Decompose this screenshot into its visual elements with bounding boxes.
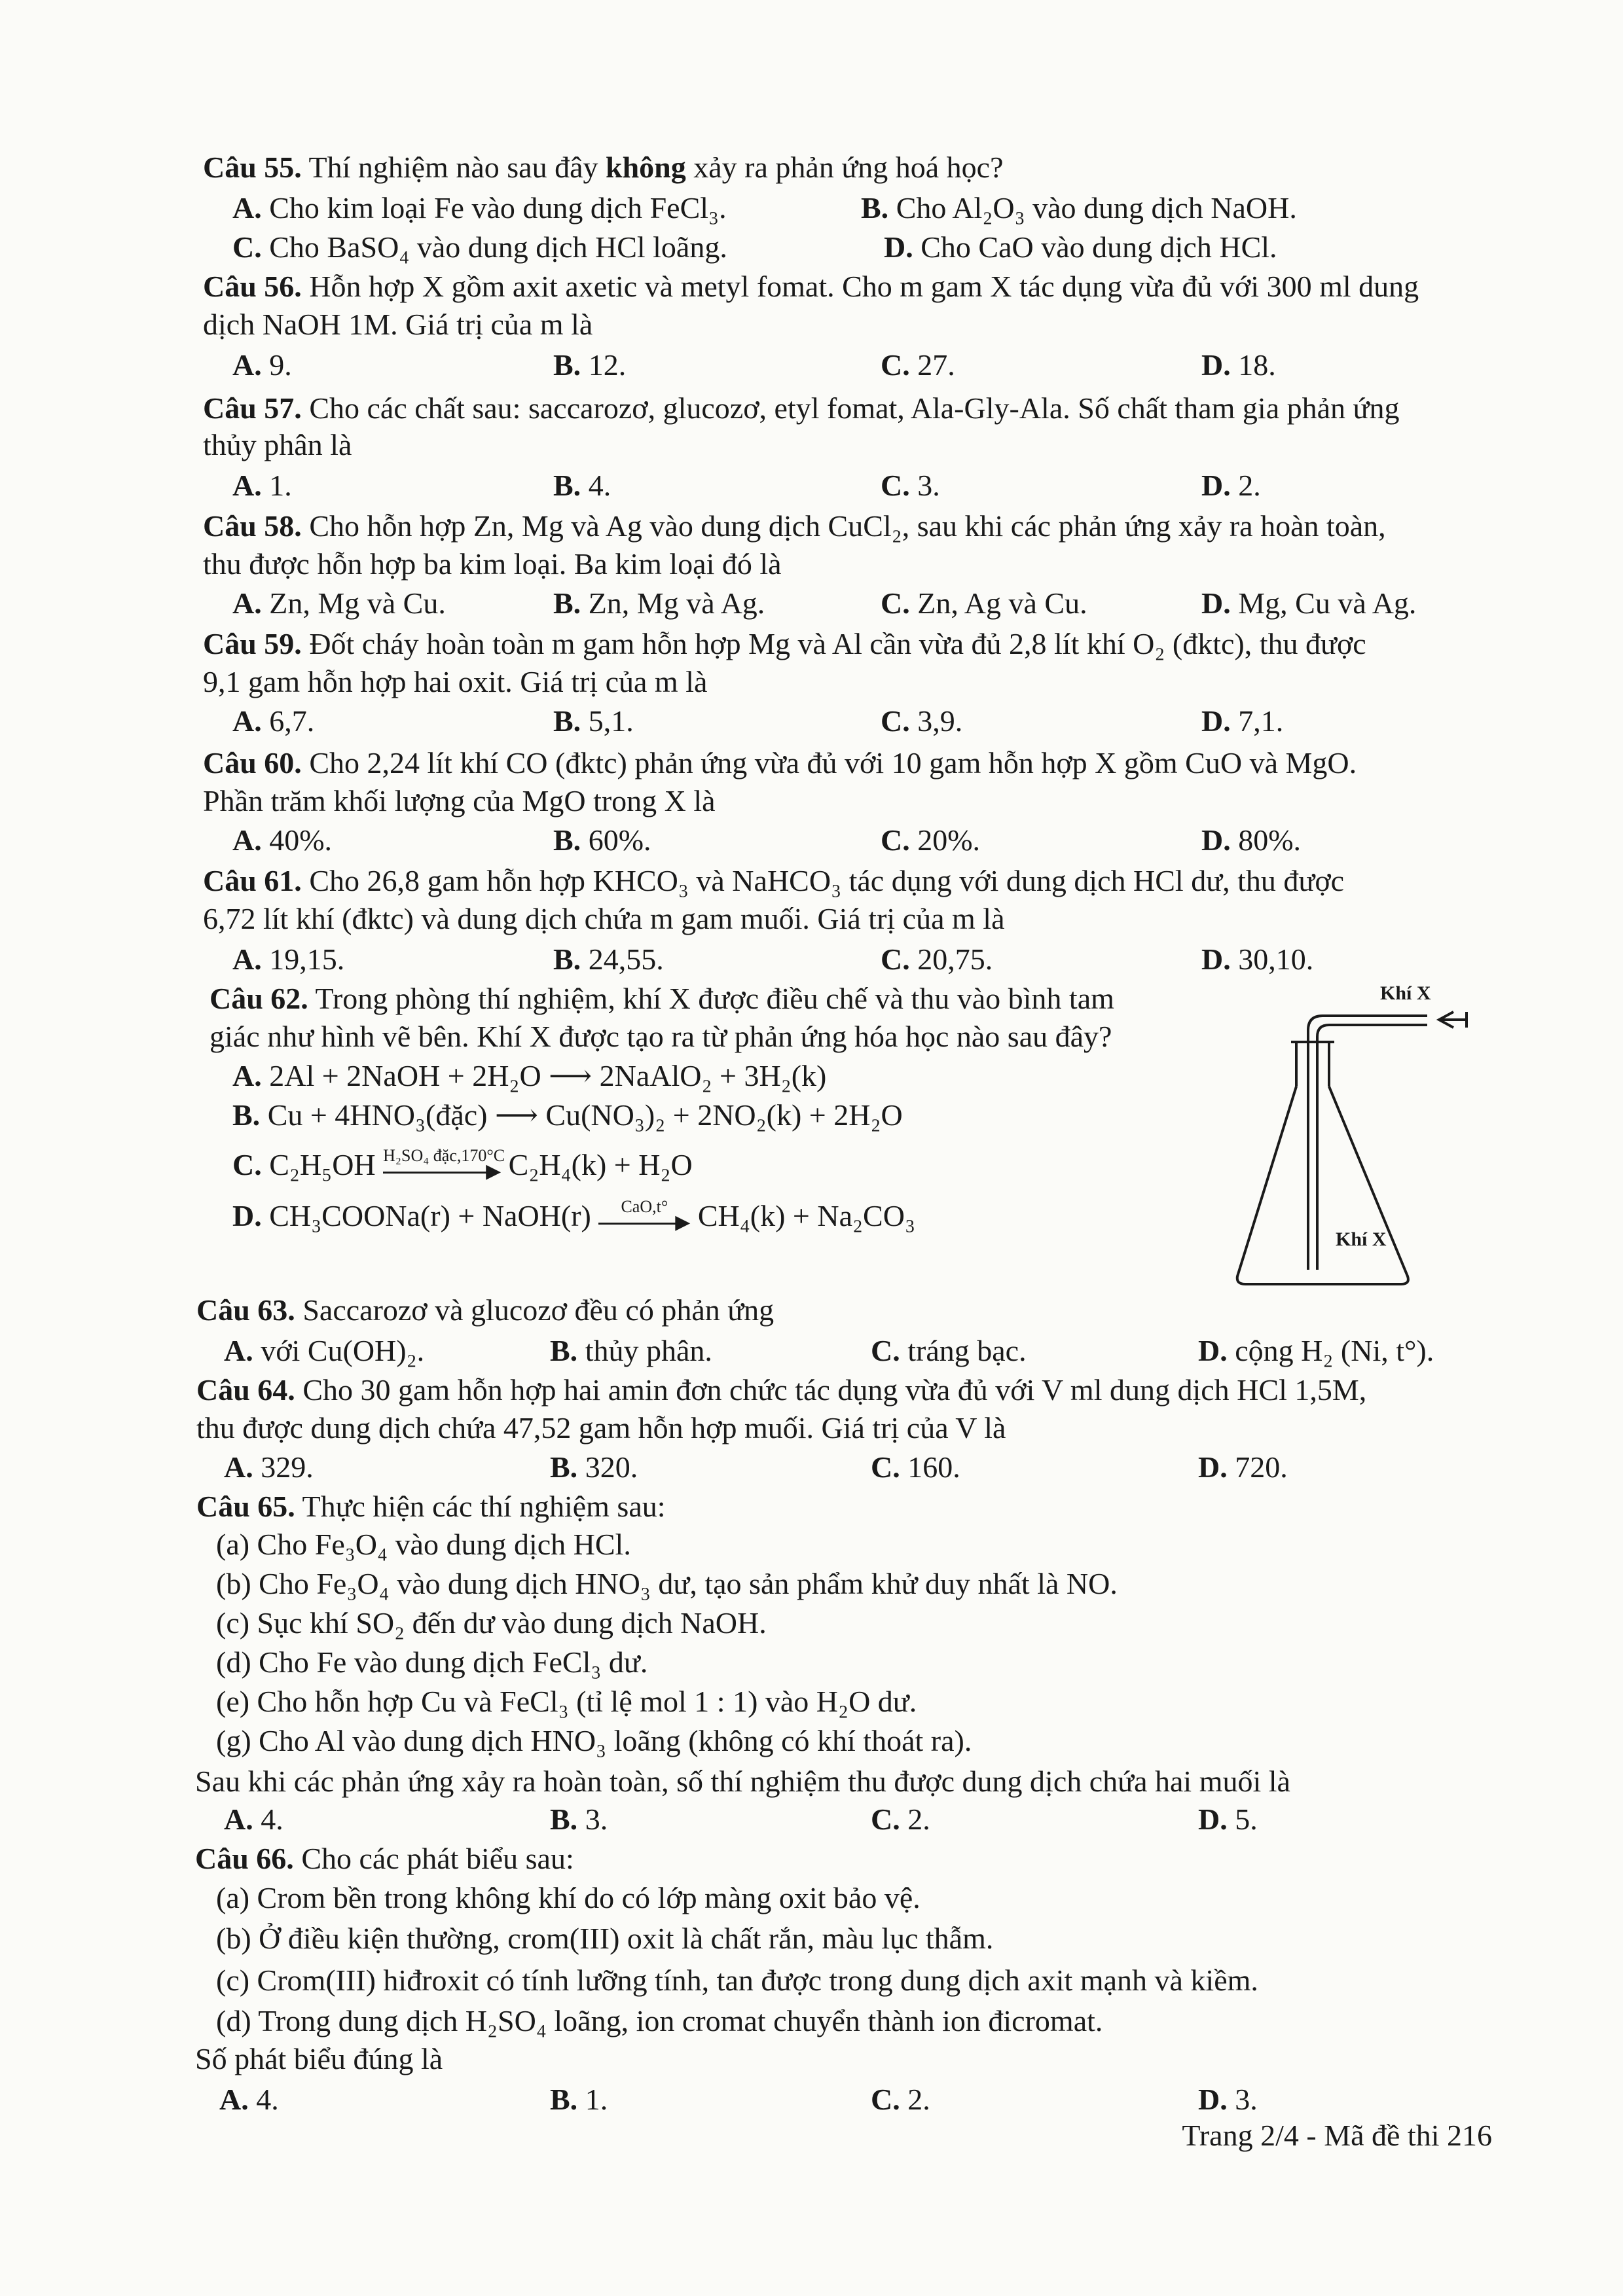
q61-d-text: 30,10. — [1230, 942, 1314, 976]
q66-option-c — [871, 2081, 930, 2118]
q62-option-d — [232, 1198, 915, 1234]
q64-c-text: 160. — [900, 1450, 960, 1484]
q55-d-label: D. — [884, 230, 913, 264]
q58-c-label: C. — [881, 586, 910, 620]
q59-c-label: C. — [881, 704, 910, 738]
q60-c-text: 20%. — [909, 823, 981, 857]
q61-a-text: 19,15. — [261, 942, 345, 976]
gas-inlet-arrow-icon — [1439, 1012, 1467, 1028]
q56-option-d — [1201, 347, 1276, 384]
gas-x-inlet-label: Khí X — [1380, 982, 1431, 1004]
erlenmeyer-flask-figure — [1231, 982, 1506, 1299]
q63-line1: Saccarozơ và glucozơ đều có phản ứng — [295, 1293, 775, 1327]
q66-b-text: 1. — [577, 2083, 608, 2116]
q61-stem — [203, 863, 1344, 899]
q65-c-label: C. — [871, 1803, 900, 1836]
q56-b-label: B. — [553, 348, 581, 382]
q65-item-b: (b) Cho Fe₃O₄ vào dung dịch HNO₃ dư, tạo sản phẩm khử duy nhất là NO. — [216, 1567, 1118, 1600]
q58-label: Câu 58. — [203, 509, 302, 543]
q60-c-label: C. — [881, 823, 910, 857]
q57-line1: Cho các chất sau: saccarozơ, glucozơ, etyl fomat, Ala-Gly-Ala. Số chất tham gia phản ứng — [301, 391, 1400, 425]
q55-option-c — [232, 229, 727, 266]
q63-a-text: với Cu(OH)₂. — [253, 1334, 425, 1367]
q59-b-label: B. — [553, 704, 581, 738]
q66-question: Số phát biểu đúng là — [195, 2042, 443, 2075]
q57-a-text: 1. — [261, 469, 292, 502]
q62-d-arrow: CaO,t° ▶ — [598, 1206, 690, 1232]
q66-c-label: C. — [871, 2083, 900, 2116]
q60-label: Câu 60. — [203, 746, 302, 780]
q60-option-c — [881, 822, 980, 859]
q65-item-c: (c) Sục khí SO₂ đến dư vào dung dịch NaOH. — [216, 1606, 767, 1640]
q62-option-b — [232, 1097, 903, 1134]
q60-b-label: B. — [553, 823, 581, 857]
q64-b-text: 320. — [577, 1450, 638, 1484]
q62-stem — [210, 980, 1114, 1017]
q62-b-label: B. — [232, 1098, 261, 1132]
q65-question: Sau khi các phản ứng xảy ra hoàn toàn, số thí nghiệm thu được dung dịch chứa hai muối là — [195, 1765, 1290, 1798]
q60-a-label: A. — [232, 823, 262, 857]
q63-b-text: thủy phân. — [577, 1334, 712, 1367]
q56-option-b — [553, 347, 626, 384]
q57-d-text: 2. — [1230, 469, 1261, 502]
q57-c-text: 3. — [909, 469, 940, 502]
q62-c-label: C. — [232, 1148, 262, 1181]
q64-a-text: 329. — [253, 1450, 314, 1484]
q62-d-product: CH₄(k) + Na₂CO₃ — [697, 1199, 915, 1232]
q65-item-d: (d) Cho Fe vào dung dịch FeCl₃ dư. — [216, 1645, 648, 1679]
q56-d-text: 18. — [1230, 348, 1276, 382]
q57-stem — [203, 390, 1399, 427]
q55-option-d — [884, 229, 1277, 266]
q57-option-c — [881, 467, 940, 504]
q63-option-a — [224, 1333, 424, 1369]
q61-c-label: C. — [881, 942, 910, 976]
q63-stem — [196, 1292, 774, 1329]
q59-option-b — [553, 703, 634, 740]
q61-option-a — [232, 941, 344, 978]
q60-a-text: 40%. — [261, 823, 333, 857]
q58-line1: Cho hỗn hợp Zn, Mg và Ag vào dung dịch CuCl₂, sau khi các phản ứng xảy ra hoàn toàn, — [301, 509, 1386, 543]
q55-option-a — [232, 190, 727, 226]
q61-option-c — [881, 941, 993, 978]
q61-c-text: 20,75. — [909, 942, 993, 976]
q59-a-label: A. — [232, 704, 262, 738]
q64-b-label: B. — [550, 1450, 578, 1484]
q56-c-text: 27. — [909, 348, 955, 382]
q59-line2: 9,1 gam hỗn hợp hai oxit. Giá trị của m là — [203, 665, 708, 698]
q63-option-d — [1198, 1333, 1434, 1369]
q65-d-text: 5. — [1227, 1803, 1258, 1836]
q66-b-label: B. — [550, 2083, 578, 2116]
q59-label: Câu 59. — [203, 627, 302, 660]
q59-b-text: 5,1. — [581, 704, 634, 738]
q63-d-label: D. — [1198, 1334, 1228, 1367]
q64-stem — [196, 1372, 1366, 1408]
q62-d-condition: CaO,t° — [621, 1197, 668, 1217]
q64-line1: Cho 30 gam hỗn hợp hai amin đơn chức tác dụng vừa đủ với V ml dung dịch HCl 1,5M, — [295, 1373, 1367, 1407]
q63-b-label: B. — [550, 1334, 578, 1367]
q56-a-text: 9. — [261, 348, 292, 382]
q66-d-label: D. — [1198, 2083, 1228, 2116]
q64-label: Câu 64. — [196, 1373, 295, 1407]
q64-line2: thu được dung dịch chứa 47,52 gam hỗn hợp muối. Giá trị của V là — [196, 1411, 1006, 1444]
q58-c-text: Zn, Ag và Cu. — [909, 586, 1087, 620]
q55-b-label: B. — [861, 191, 889, 224]
q58-a-text: Zn, Mg và Cu. — [261, 586, 446, 620]
q66-item-c: (c) Crom(III) hiđroxit có tính lưỡng tính, tan được trong dung dịch axit mạnh và kiềm. — [216, 1964, 1258, 1997]
q58-a-label: A. — [232, 586, 262, 620]
q55-c-text: Cho BaSO₄ vào dung dịch HCl loãng. — [261, 230, 727, 264]
q65-b-label: B. — [550, 1803, 578, 1836]
q60-b-text: 60%. — [581, 823, 651, 857]
q66-stem — [195, 1840, 574, 1877]
q62-option-c — [232, 1147, 693, 1183]
q57-label: Câu 57. — [203, 391, 302, 425]
q60-option-d — [1201, 822, 1301, 859]
q64-option-a — [224, 1449, 314, 1486]
q57-b-label: B. — [553, 469, 581, 502]
q62-a-text: 2Al + 2NaOH + 2H₂O ⟶ 2NaAlO₂ + 3H₂(k) — [261, 1059, 827, 1092]
q61-b-label: B. — [553, 942, 581, 976]
q60-option-a — [232, 822, 332, 859]
q65-stem — [196, 1488, 666, 1525]
q57-c-label: C. — [881, 469, 910, 502]
q64-d-label: D. — [1198, 1450, 1228, 1484]
q56-d-label: D. — [1201, 348, 1231, 382]
q56-a-label: A. — [232, 348, 262, 382]
q63-d-text: cộng H₂ (Ni, t°). — [1227, 1334, 1434, 1367]
q65-option-b — [550, 1801, 608, 1838]
q61-a-label: A. — [232, 942, 262, 976]
q66-item-d: (d) Trong dung dịch H₂SO₄ loãng, ion cromat chuyển thành ion đicromat. — [216, 2004, 1103, 2037]
q64-option-d — [1198, 1449, 1288, 1486]
q55-a-text: Cho kim loại Fe vào dung dịch FeCl₃. — [261, 191, 727, 224]
q57-option-b — [553, 467, 611, 504]
q60-stem — [203, 745, 1357, 781]
q65-c-text: 2. — [900, 1803, 930, 1836]
q55-d-text: Cho CaO vào dung dịch HCl. — [913, 230, 1277, 264]
q62-c-arrow: H₂SO₄ đặc,170°C ▶ — [383, 1146, 505, 1183]
q62-d-label: D. — [232, 1199, 262, 1232]
q55-c-label: C. — [232, 230, 262, 264]
q66-a-label: A. — [219, 2083, 249, 2116]
q59-option-d — [1201, 703, 1283, 740]
q59-d-text: 7,1. — [1230, 704, 1284, 738]
q65-label: Câu 65. — [196, 1490, 295, 1523]
q58-stem — [203, 508, 1386, 545]
q62-b-text: Cu + 4HNO₃(đặc) ⟶ Cu(NO₃)₂ + 2NO₂(k) + 2H₂O — [260, 1098, 903, 1132]
q63-c-label: C. — [871, 1334, 900, 1367]
q56-b-text: 12. — [581, 348, 627, 382]
q62-line1: Trong phòng thí nghiệm, khí X được điều chế và thu vào bình tam — [308, 982, 1114, 1015]
q64-option-c — [871, 1449, 960, 1486]
q66-item-a: (a) Crom bền trong không khí do có lớp màng oxit bảo vệ. — [216, 1881, 921, 1914]
q60-d-label: D. — [1201, 823, 1231, 857]
q57-d-label: D. — [1201, 469, 1231, 502]
q58-option-c — [881, 585, 1087, 622]
q66-label: Câu 66. — [195, 1842, 294, 1875]
q56-label: Câu 56. — [203, 270, 302, 303]
q57-option-d — [1201, 467, 1261, 504]
q56-line2: dịch NaOH 1M. Giá trị của m là — [203, 308, 593, 341]
q64-option-b — [550, 1449, 638, 1486]
q57-line2: thủy phân là — [203, 428, 352, 461]
q59-option-a — [232, 703, 314, 740]
q62-line2: giác như hình vẽ bên. Khí X được tạo ra từ phản ứng hóa học nào sau đây? — [210, 1020, 1112, 1053]
q55-label: Câu 55. — [203, 151, 302, 184]
q66-line1: Cho các phát biểu sau: — [293, 1842, 574, 1875]
q65-b-text: 3. — [577, 1803, 608, 1836]
q66-d-text: 3. — [1227, 2083, 1258, 2116]
q55-stem — [203, 149, 1004, 186]
page-footer: Trang 2/4 - Mã đề thi 216 — [1182, 2119, 1492, 2152]
q66-item-b: (b) Ở điều kiện thường, crom(III) oxit là chất rắn, màu lục thẫm. — [216, 1922, 994, 1955]
q61-line1: Cho 26,8 gam hỗn hợp KHCO₃ và NaHCO₃ tác dụng với dung dịch HCl dư, thu được — [301, 864, 1345, 897]
q58-d-text: Mg, Cu và Ag. — [1230, 586, 1417, 620]
q56-line1: Hỗn hợp X gồm axit axetic và metyl fomat. Cho m gam X tác dụng vừa đủ với 300 ml dung — [301, 270, 1419, 303]
q64-c-label: C. — [871, 1450, 900, 1484]
q62-c-reactant: C₂H₅OH — [261, 1148, 376, 1181]
q58-option-d — [1201, 585, 1416, 622]
q57-option-a — [232, 467, 292, 504]
q56-c-label: C. — [881, 348, 910, 382]
q56-option-a — [232, 347, 292, 384]
q63-option-c — [871, 1333, 1027, 1369]
q66-option-d — [1198, 2081, 1258, 2118]
q63-label: Câu 63. — [196, 1293, 295, 1327]
q65-a-text: 4. — [253, 1803, 283, 1836]
q55-text-post: xảy ra phản ứng hoá học? — [685, 151, 1004, 184]
q65-option-c — [871, 1801, 930, 1838]
q55-option-b — [861, 190, 1297, 226]
q55-b-text: Cho Al₂O₃ vào dung dịch NaOH. — [888, 191, 1297, 224]
q66-a-text: 4. — [248, 2083, 279, 2116]
q61-option-d — [1201, 941, 1313, 978]
q61-d-label: D. — [1201, 942, 1231, 976]
q58-b-label: B. — [553, 586, 581, 620]
q57-b-text: 4. — [581, 469, 611, 502]
q58-d-label: D. — [1201, 586, 1231, 620]
q63-option-b — [550, 1333, 712, 1369]
q62-d-reactant: CH₃COONa(r) + NaOH(r) — [261, 1199, 591, 1232]
q56-stem — [203, 268, 1419, 305]
q65-option-a — [224, 1801, 283, 1838]
q59-c-text: 3,9. — [909, 704, 963, 738]
q65-line1: Thực hiện các thí nghiệm sau: — [295, 1490, 666, 1523]
q65-a-label: A. — [224, 1803, 253, 1836]
q55-text-pre: Thí nghiệm nào sau đây — [301, 151, 606, 184]
q62-c-condition: H₂SO₄ đặc,170°C — [383, 1146, 505, 1166]
q59-a-text: 6,7. — [261, 704, 315, 738]
q59-stem — [203, 626, 1366, 662]
q59-line1: Đốt cháy hoàn toàn m gam hỗn hợp Mg và Al cần vừa đủ 2,8 lít khí O₂ (đktc), thu được — [301, 627, 1366, 660]
q65-item-g: (g) Cho Al vào dung dịch HNO₃ loãng (không có khí thoát ra). — [216, 1724, 972, 1757]
q61-line2: 6,72 lít khí (đktc) và dung dịch chứa m gam muối. Giá trị của m là — [203, 902, 1005, 935]
q62-option-a — [232, 1058, 826, 1094]
q61-b-text: 24,55. — [581, 942, 664, 976]
q60-line1: Cho 2,24 lít khí CO (đktc) phản ứng vừa đủ với 10 gam hỗn hợp X gồm CuO và MgO. — [301, 746, 1357, 780]
q61-label: Câu 61. — [203, 864, 302, 897]
gas-x-flask-label: Khí X — [1336, 1229, 1387, 1250]
q57-a-label: A. — [232, 469, 262, 502]
q66-option-a — [219, 2081, 279, 2118]
q59-d-label: D. — [1201, 704, 1231, 738]
q58-line2: thu được hỗn hợp ba kim loại. Ba kim loại đó là — [203, 547, 782, 581]
q62-label: Câu 62. — [210, 982, 308, 1015]
flask-body — [1237, 1086, 1408, 1284]
q56-option-c — [881, 347, 955, 384]
q66-c-text: 2. — [900, 2083, 930, 2116]
q64-a-label: A. — [224, 1450, 253, 1484]
q65-item-a: (a) Cho Fe₃O₄ vào dung dịch HCl. — [216, 1528, 631, 1561]
q65-d-label: D. — [1198, 1803, 1228, 1836]
q60-option-b — [553, 822, 651, 859]
q59-option-c — [881, 703, 962, 740]
q63-a-label: A. — [224, 1334, 253, 1367]
q63-c-text: tráng bạc. — [900, 1334, 1027, 1367]
q62-c-product: C₂H₄(k) + H₂O — [508, 1148, 693, 1181]
q58-option-a — [232, 585, 446, 622]
q62-a-label: A. — [232, 1059, 262, 1092]
q65-option-d — [1198, 1801, 1258, 1838]
q55-text-bold: không — [606, 151, 686, 184]
q58-option-b — [553, 585, 765, 622]
q61-option-b — [553, 941, 664, 978]
q64-d-text: 720. — [1227, 1450, 1288, 1484]
q66-option-b — [550, 2081, 608, 2118]
q55-a-label: A. — [232, 191, 262, 224]
q65-item-e: (e) Cho hỗn hợp Cu và FeCl₃ (tỉ lệ mol 1 : 1) vào H₂O dư. — [216, 1685, 917, 1718]
q60-d-text: 80%. — [1230, 823, 1302, 857]
q58-b-text: Zn, Mg và Ag. — [581, 586, 765, 620]
q60-line2: Phần trăm khối lượng của MgO trong X là — [203, 784, 716, 817]
